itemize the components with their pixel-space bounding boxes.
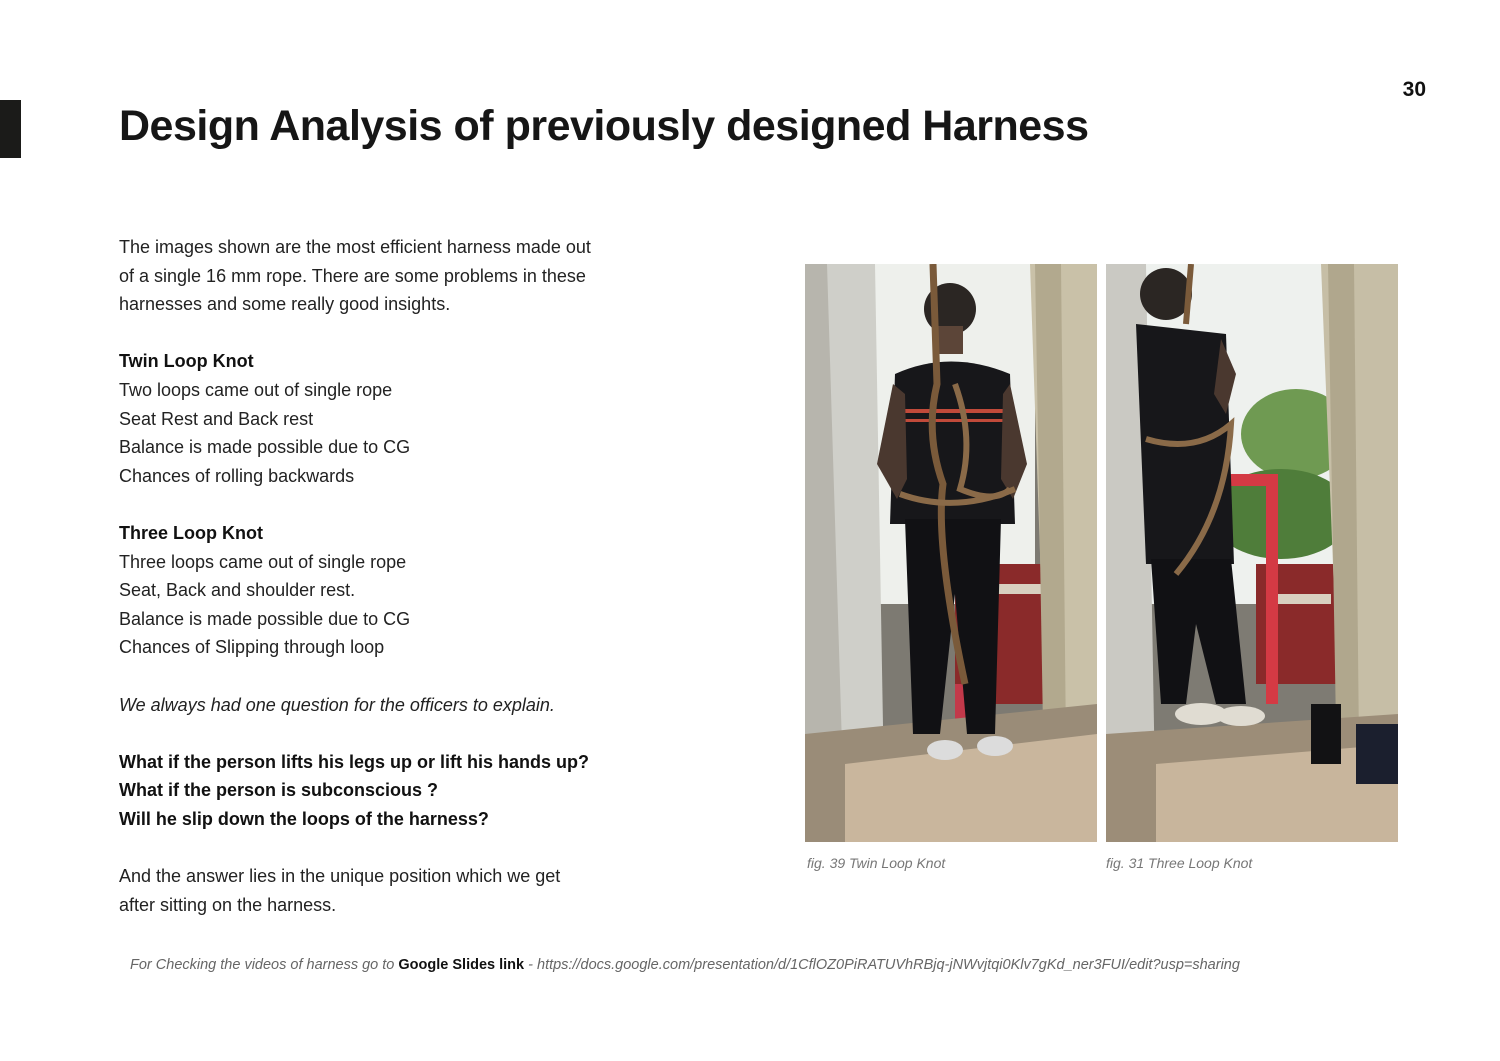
twin-loop-point: Seat Rest and Back rest [119, 408, 314, 429]
three-loop-point: Seat, Back and shoulder rest. [119, 580, 356, 601]
questions-paragraph [119, 748, 679, 834]
question-intro: We always had one question for the officers to explain. [119, 694, 555, 715]
three-loop-point: Three loops came out of single rope [119, 551, 407, 572]
three-loop-point: Chances of Slipping through loop [119, 637, 385, 658]
twin-loop-point: Balance is made possible due to CG [119, 437, 411, 458]
question-line: Will he slip down the loops of the harness? [119, 808, 489, 829]
three-loop-photo [1106, 264, 1398, 842]
twin-loop-point: Chances of rolling backwards [119, 465, 355, 486]
page-number: 30 [1402, 78, 1426, 101]
intro-line: of a single 16 mm rope. There are some problems in these [119, 265, 586, 286]
figure-caption: fig. 39 Twin Loop Knot [807, 855, 946, 871]
answer-line: after sitting on the harness. [119, 894, 337, 915]
three-loop-point: Balance is made possible due to CG [119, 608, 411, 629]
three-loop-heading: Three Loop Knot [119, 522, 263, 543]
side-tab-marker [0, 100, 21, 158]
three-loop-section [119, 519, 679, 662]
footer-prefix: For Checking the videos of harness go to [130, 957, 399, 973]
question-intro-paragraph [119, 691, 679, 720]
page-title: Design Analysis of previously designed Harness [119, 102, 1089, 150]
twin-loop-heading: Twin Loop Knot [119, 351, 254, 372]
footer-separator: - [524, 957, 537, 973]
answer-line: And the answer lies in the unique position which we get [119, 866, 561, 887]
intro-line: The images shown are the most efficient harness made out [119, 237, 591, 257]
twin-loop-photo [805, 264, 1097, 842]
intro-paragraph [119, 233, 679, 319]
twin-loop-section [119, 347, 679, 490]
question-line: What if the person lifts his legs up or lift his hands up? [119, 751, 590, 772]
question-line: What if the person is subconscious ? [119, 780, 439, 801]
intro-line: harnesses and some really good insights. [119, 294, 451, 315]
footer-url[interactable]: https://docs.google.com/presentation/d/1CflOZ0PiRATUVhRBjq-jNWvjtqi0Klv7gKd_ner3FUI/edit?usp=sharing [537, 957, 1240, 973]
twin-loop-point: Two loops came out of single rope [119, 379, 393, 400]
footer-note [130, 957, 1240, 973]
figure-caption: fig. 31 Three Loop Knot [1106, 855, 1253, 871]
body-text [119, 233, 679, 919]
answer-paragraph [119, 862, 679, 919]
google-slides-link[interactable]: Google Slides link [398, 957, 525, 973]
